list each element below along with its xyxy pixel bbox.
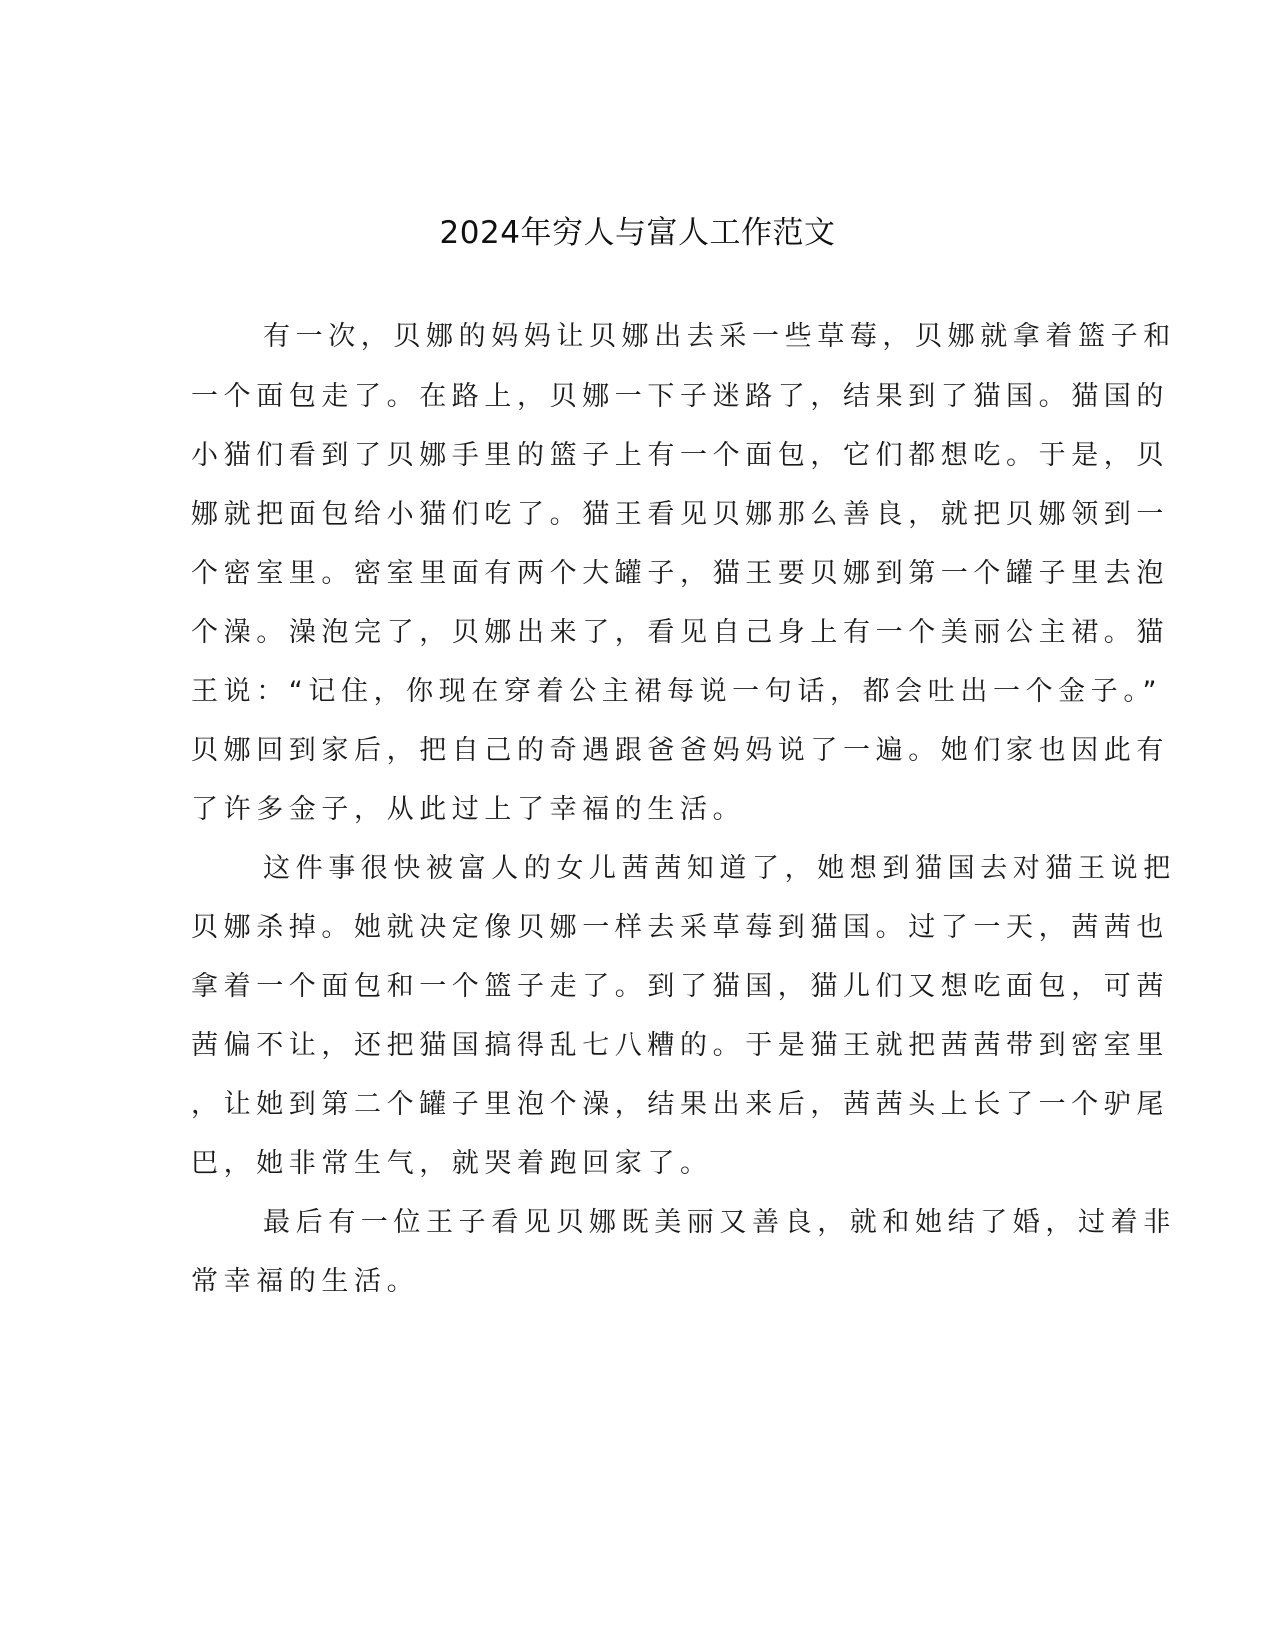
paragraph-2-line-5: ，让她到第二个罐子里泡个澡，结果出来后，茜茜头上长了一个驴尾 [191, 1089, 1169, 1120]
paragraph-1-line-1: 有一次，贝娜的妈妈让贝娜出去采一些草莓，贝娜就拿着篮子和 [263, 321, 1176, 352]
document-title: 2024年穷人与富人工作范文 [439, 215, 836, 251]
paragraph-1-line-6: 个澡。澡泡完了，贝娜出来了，看见自己身上有一个美丽公主裙。猫 [191, 617, 1169, 648]
paragraph-2-line-3: 拿着一个面包和一个篮子走了。到了猫国，猫儿们又想吃面包，可茜 [191, 971, 1169, 1002]
paragraph-3-line-1: 最后有一位王子看见贝娜既美丽又善良，就和她结了婚，过着非 [263, 1207, 1176, 1238]
paragraph-2-line-4: 茜偏不让，还把猫国搞得乱七八糟的。于是猫王就把茜茜带到密室里 [191, 1030, 1169, 1061]
paragraph-2-line-2: 贝娜杀掉。她就决定像贝娜一样去采草莓到猫国。过了一天，茜茜也 [191, 912, 1169, 943]
paragraph-1-line-9: 了许多金子，从此过上了幸福的生活。 [191, 794, 746, 825]
paragraph-1-line-7: 王说：“记住，你现在穿着公主裙每说一句话，都会吐出一个金子。” [191, 676, 1163, 707]
paragraph-1-line-2: 一个面包走了。在路上，贝娜一下子迷路了，结果到了猫国。猫国的 [191, 381, 1169, 412]
paragraph-1-line-5: 个密室里。密室里面有两个大罐子，猫王要贝娜到第一个罐子里去泡 [191, 558, 1169, 589]
paragraph-1-line-4: 娜就把面包给小猫们吃了。猫王看见贝娜那么善良，就把贝娜领到一 [191, 499, 1169, 530]
paragraph-2-line-1: 这件事很快被富人的女儿茜茜知道了，她想到猫国去对猫王说把 [263, 853, 1176, 884]
paragraph-3-line-2: 常幸福的生活。 [191, 1266, 420, 1297]
paragraph-2-line-6: 巴，她非常生气，就哭着跑回家了。 [191, 1148, 713, 1179]
paragraph-1-line-3: 小猫们看到了贝娜手里的篮子上有一个面包，它们都想吃。于是，贝 [191, 440, 1169, 471]
paragraph-1-line-8: 贝娜回到家后，把自己的奇遇跟爸爸妈妈说了一遍。她们家也因此有 [191, 735, 1169, 766]
